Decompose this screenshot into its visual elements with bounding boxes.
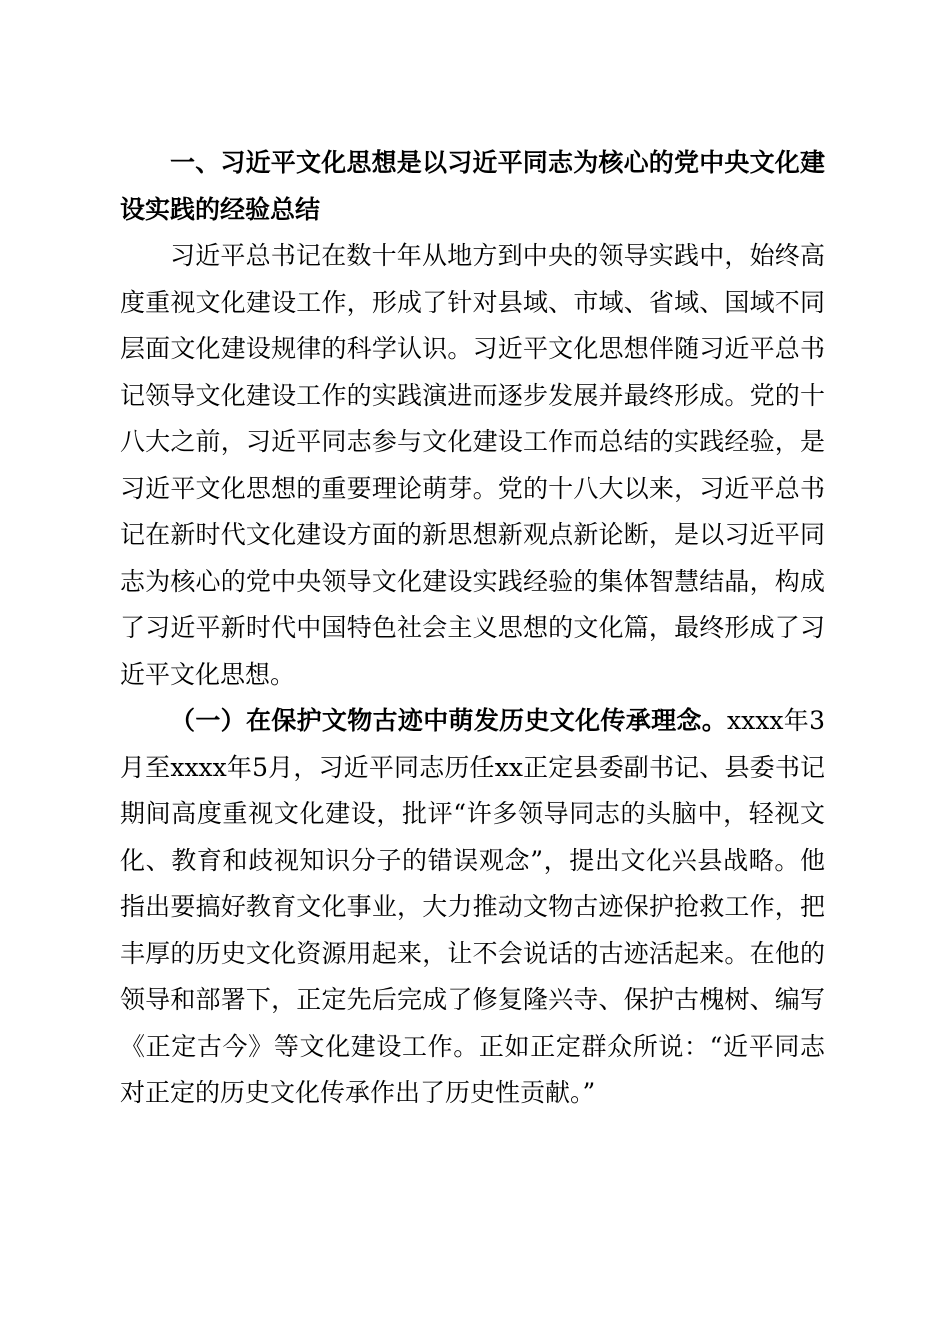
subsection-body: xxxx年3月至xxxx年5月，习近平同志历任xx正定县委副书记、县委书记期间高度重视文化建设，批评“许多领导同志的头脑中，轻视文化、教育和歧视知识分子的错误观念”，提出文化兴县战略。他指出要搞好教育文化事业，大力推动文物古迹保护抢救工作，把丰厚的历史文化资源用起来，让不会说话的古迹活起来。在他的领导和部署下，正定先后完成了修复隆兴寺、保护古槐树、编写《正定古今》等文化建设工作。正如正定群众所说：“近平同志对正定的历史文化传承作出了历史性贡献。”: [120, 706, 825, 1107]
paragraph-intro: 习近平总书记在数十年从地方到中央的领导实践中，始终高度重视文化建设工作，形成了针对县域、市域、省域、国域不同层面文化建设规律的科学认识。习近平文化思想伴随习近平总书记领导文化建设工作的实践演进而逐步发展并最终形成。党的十八大之前，习近平同志参与文化建设工作而总结的实践经验，是习近平文化思想的重要理论萌芽。党的十八大以来，习近平总书记在新时代文化建设方面的新思想新观点新论断，是以习近平同志为核心的党中央领导文化建设实践经验的集体智慧结晶，构成了习近平新时代中国特色社会主义思想的文化篇，最终形成了习近平文化思想。: [120, 241, 825, 689]
document-body: [120, 140, 825, 1117]
section-heading: 一、习近平文化思想是以习近平同志为核心的党中央文化建设实践的经验总结: [120, 148, 825, 224]
subsection-lead: （一）在保护文物古迹中萌发历史文化传承理念。: [170, 706, 728, 735]
paragraph-subsection-1: [120, 698, 825, 1117]
